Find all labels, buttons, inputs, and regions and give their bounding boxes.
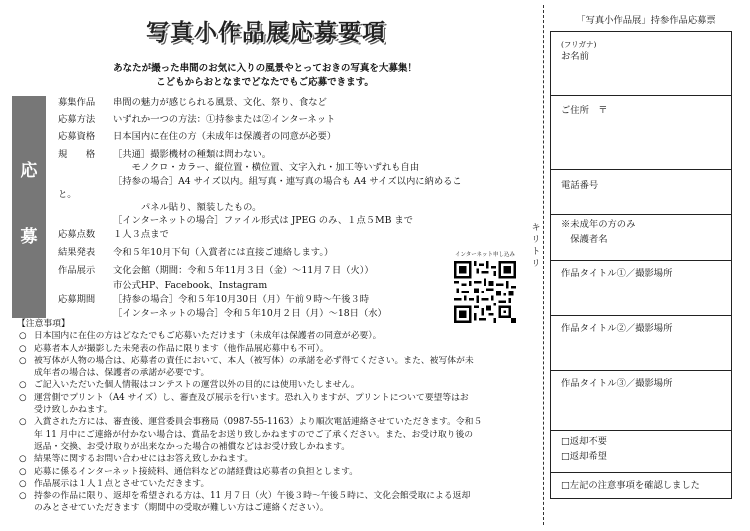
note-item: ○ ご記入いただいた個人情報はコンテストの運営以外の目的には使用いたしません。 (19, 380, 360, 391)
note-item: ○ 運営側でプリント（A4 サイズ）し、審査及び展示を行います。恐れ入りますが、プリントについて要望等はお 受け致しかねます。 (19, 392, 469, 416)
detail-value: ［持参の場合］A4 サイズ以内。組写真・連写真の場合も A4 サイズ以内に納めるこ (113, 176, 462, 187)
field-label: 作品タイトル②／撮影場所 (561, 323, 673, 334)
intro-line-1: あなたが撮った串間のお気に入りの風景やとっておきの写真を大募集！ (113, 63, 417, 74)
note-item: ○ 作品展示は１人１点とさせていただきます。 (19, 478, 210, 489)
field-label: ご住所 〒 (561, 105, 608, 116)
form-field-title-2[interactable] (551, 315, 731, 371)
detail-value: ［インターネットの場合］ファイル形式は JPEG のみ、１点５MB まで (113, 215, 413, 226)
application-form (550, 31, 732, 499)
form-title: 「写真小作品展」持参作品応募票 (576, 15, 716, 26)
form-field-address[interactable] (551, 95, 731, 170)
intro-line-2: こどもからおとなまでどなたでもご応募できます。 (156, 77, 374, 88)
notes-section (17, 318, 529, 515)
detail-label: 応募点数 (58, 229, 96, 240)
detail-value: 市公式HP、Facebook、Instagram (113, 280, 268, 291)
field-label: ※未成年の方のみ (561, 219, 636, 230)
form-field-return-option[interactable] (551, 430, 731, 473)
qr-label: インターネット申し込み (454, 252, 515, 258)
cut-label: キ リ ト リ (531, 223, 541, 269)
qr-code[interactable] (454, 261, 516, 323)
field-label: 作品タイトル①／撮影場所 (561, 268, 673, 279)
note-item: ○ 被写体が人物の場合は、応募者の責任において、本人（被写体）の承諾を必ず得てください。また、被写体が未 成年者の場合は、保護者の承諾が必要です。 (19, 355, 474, 379)
detail-value: ［持参の場合］令和５年10月30日（月）午前９時～午後３時 (113, 294, 370, 305)
form-field-title-3[interactable] (551, 370, 731, 431)
detail-value: パネル貼り、額装したもの。 (113, 202, 262, 213)
sidebar-char-1: 応 (20, 161, 38, 181)
field-label: 作品タイトル③／撮影場所 (561, 378, 673, 389)
note-item: ○ 入賞された方には、審査後、運営委員会事務局（0987-55-1163）より順次電話連絡させていただきます。令和５ 年 11 月中にご連絡が付かない場合は、賞品をお送り致しかねますのでご了承ください。また、お受け取り後の 返品・交換、お受け取りが出来なかった場合の補償などはお受け致しかねます。 (19, 417, 483, 452)
form-field-title-1[interactable] (551, 260, 731, 316)
form-field-phone[interactable] (551, 169, 731, 215)
note-item: ○ 結果等に関するお問い合わせにはお答え致しかねます。 (19, 454, 254, 465)
return-requested-checkbox[interactable]: □返却希望 (561, 451, 607, 462)
field-label: 保護者名 (561, 234, 608, 245)
detail-value: ［インターネットの場合］令和５年10月２日（月）～18日（水） (113, 308, 387, 319)
confirm-notes-checkbox[interactable]: □左記の注意事項を確認しました (561, 480, 700, 491)
detail-label: 結果発表 (58, 247, 96, 258)
note-item: ○ 日本国内に在住の方はどなたでもご応募いただけます（未成年は保護者の同意が必要）。 (19, 331, 382, 342)
note-item: ○ 持参の作品に限り、返却を希望される方は、11 月７日（火）午後３時～午後５時に、文化会館受取による返却 のみとさせていただきます（期間中の受取が難しい方はご連絡ください）。 (19, 491, 471, 514)
form-field-name[interactable] (551, 32, 731, 95)
note-item: ○ 応募に係るインターネット接続料、通信料などの諸経費は応募者の負担とします。 (19, 466, 358, 477)
form-field-guardian[interactable] (551, 214, 731, 261)
field-label: (フリガナ) (561, 40, 597, 49)
detail-value: １人３点まで (113, 229, 169, 240)
note-item: ○ 応募者本人が撮影した未発表の作品に限ります（他作品展応募中も不可）。 (19, 343, 329, 354)
page-title: 写真小作品展応募要項 (146, 20, 386, 46)
return-not-needed-checkbox[interactable]: □返却不要 (561, 436, 607, 447)
detail-label: 応募資格 (58, 131, 96, 142)
detail-value: と。 (58, 189, 77, 200)
detail-value: 文化会館（期間：令和５年11月３日（金）～11月７日（火）） (113, 265, 374, 276)
detail-label: 募集作品 (58, 97, 96, 108)
detail-value: 串間の魅力が感じられる風景、文化、祭り、食など (113, 97, 327, 108)
qr-block (450, 250, 520, 323)
detail-value: モノクロ・カラー、縦位置・横位置、文字入れ・加工等いずれも自由 (113, 162, 420, 173)
detail-value: 令和５年10月下旬（入賞者には直接ご連絡します。） (113, 247, 334, 258)
detail-label: 応募期間 (58, 294, 96, 305)
application-sidebar (12, 96, 46, 318)
form-field-confirm[interactable] (551, 472, 731, 499)
detail-value: 日本国内に在住の方（未成年は保護者の同意が必要） (113, 131, 337, 142)
field-label: 電話番号 (561, 180, 599, 191)
detail-label: 規 格 (58, 149, 96, 160)
detail-label: 応募方法 (58, 114, 96, 125)
sidebar-char-2: 募 (20, 227, 38, 247)
detail-value: ［共通］撮影機材の種類は問わない。 (113, 149, 272, 160)
cut-line (543, 5, 544, 525)
detail-label: 作品展示 (58, 265, 96, 276)
notes-heading: 【注意事項】 (17, 319, 70, 329)
field-label: お名前 (561, 51, 589, 62)
detail-value: いずれか一つの方法：①持参または②インターネット (113, 114, 336, 125)
